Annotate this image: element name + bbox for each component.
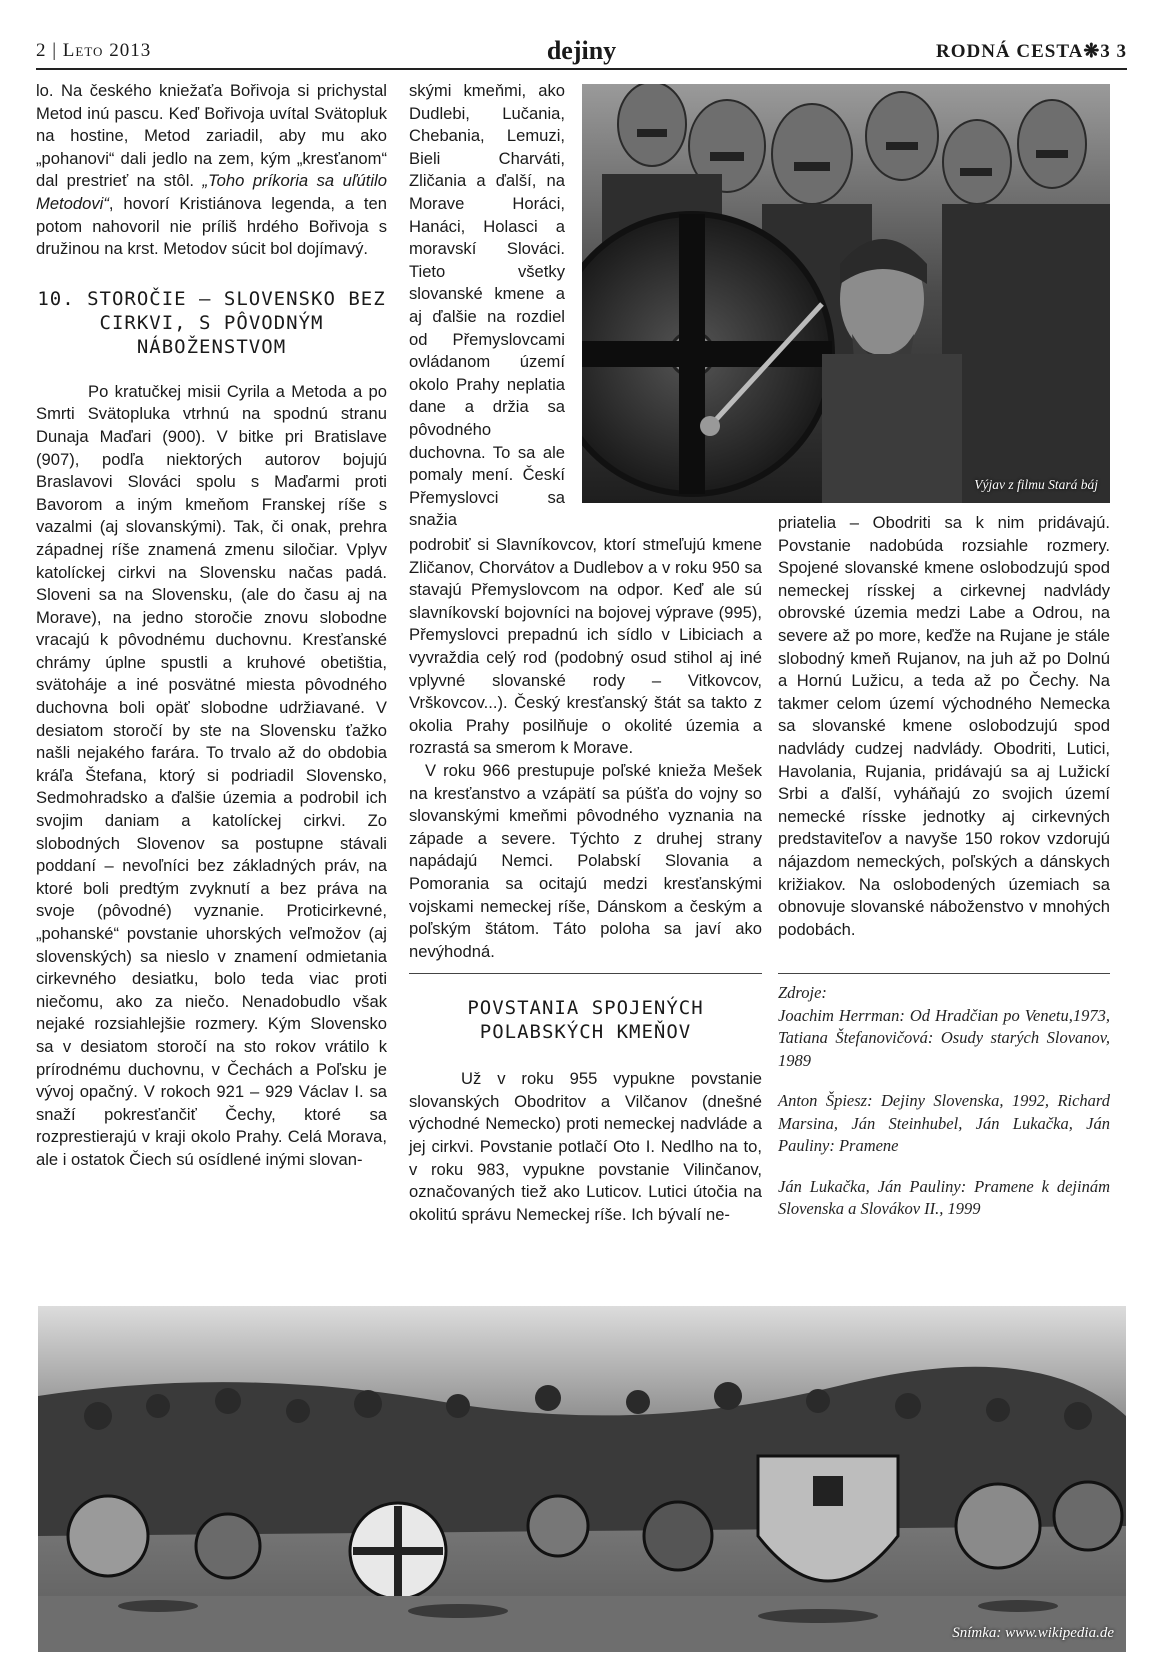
battle-reenactment-photo bbox=[38, 1306, 1126, 1652]
photo-caption: Výjav z filmu Stará báj bbox=[974, 477, 1098, 492]
heading-10th-century: 10. STOROČIE – SLOVENSKO BEZ CIRKVI, S PÔVODNÝM NÁBOŽENSTVOM bbox=[37, 287, 386, 358]
photo-credit: Snímka: www.wikipedia.de bbox=[952, 1625, 1114, 1641]
column-2-wide bbox=[409, 534, 762, 1226]
sources-label: Zdroje: bbox=[778, 983, 827, 1003]
page-number-issue: 2 | Leto 2013 bbox=[36, 40, 152, 61]
column-2-narrow bbox=[409, 80, 565, 532]
source-1: Joachim Herrman: Od Hradčian po Venetu,1973, Tatiana Štefanovičová: Osudy starých Slovanov, 1989 bbox=[778, 1005, 1110, 1070]
column-3 bbox=[778, 512, 1110, 1239]
page-header bbox=[36, 38, 1127, 70]
heading-uprisings: POVSTANIA SPOJENÝCH POLABSKÝCH KMEŇOV bbox=[467, 997, 704, 1044]
uprising-paragraph: Už v roku 955 vypukne povstanie slovanských Obodritov a Vilčanov (dnešné východné Nemecko) proti nemeckej nadvláde a jej cirkvi. Povstanie potlačí Oto I. Nedlho na to, v roku 983, vypukne povstanie Vilinčanov, označovaných tiež ako Luticov. Lutici útočia na okolitú správu Nemeckej ríše. Ich bývalí ne- bbox=[409, 1069, 762, 1224]
body-paragraph: Po kratučkej misii Cyrila a Metoda a po Smrti Svätopluka vtrhnú na spodnú stranu Dunaja Maďari (900). V bitke pri Bratislave (907), podľa niektorých autorov bojujú Braslavovi Slováci spolu s Maďarmi proti Bavorom a iným kmeňom Franskej ríše s vazalmi (aj slovanskými). Tak, či onak, prehra západnej ríše znamená zmenu siločiar. Vplyv katolíckej cirkvi na Slovensku načas padá. Sloveni sa na Slovensku, (ale do času aj na Morave), na jedno storočie znovu slobodne vracajú k pôvodnému duchovnu. Kresťanské chrámy úplne spustli a kruhové obetištia, svätoháje a iné posvätné miesta pôvodného duchovna boli opäť slobodne udržiavané. V desiatom storočí by ste na Slovensku ťažko našli nejakého farára. To trvalo až do obdobia kráľa Štefana, ktorý si podriadil Slovensko, Sedmohradsko a ďalšie územia a podrobil ich svojim daniam a katolíckej cirkvi. Zo slobodných Slovenov sa postupne stávali poddaní – nevoľníci bez základných práv, na ktoré boli predtým zvyknutí a bez práva na svoje (pôvodné) vyznanie. Proticirkevné, „pohanské“ povstanie uhorských veľmožov (aj slovenských) sa nieslo v znamení odmietania cirkevného desiatku, bolo teda viac proti niečomu, ako za niečo. Nenadobudlo však nejaké rozsiahlejšie rozmery. Kým Slovensko sa v desiatom storočí na sto rokov vrátilo k prírodnému duchovnu, v Čechách a Poľsku je vývoj opačný. V rokoch 921 – 929 Václav I. sa snaží pokresťančiť Čechy, ktoré sa rozprestierajú v kraji okolo Prahy. Celá Morava, ale i ostatok Čiech sú osídlené inými slovan- bbox=[36, 381, 387, 1169]
tribes-paragraph: skými kmeňmi, ako Dudlebi, Lučania, Chebania, Lemuzi, Bieli Charváti, Zličania a ďalší, na Morave Horáci, Hanáci, Holasci a moravskí Slováci. Tieto všetky slovanské kmene a aj ďalšie na rozdiel od Přemyslovcami ovládanom území okolo Prahy neplatia dane a držia sa pôvodného duchovna. To sa ale pomaly mení. Českí Přemyslovci sa snažia bbox=[409, 81, 565, 530]
mieszko-paragraph: V roku 966 prestupuje poľské knieža Mešek na kresťanstvo a vzápätí sa púšťa do vojny so slovanskými kmeňmi pôvodného vyznania na západe a severe. Týchto z druhej strany napádajú Nemci. Polabskí Slovania a Pomorania sa ocitajú medzi kresťanskými vojskami nemeckej ríše, Dánskom a českým a poľským štátom. Táto poloha sa javí ako nevýhodná. bbox=[409, 760, 762, 961]
intro-paragraph: lo. Na českého kniežaťa Bořivoja si prichystal Metod inú pascu. Keď Bořivoja uvítal Svätopluk na hostine, Metod zariadil, aby mu ako „pohanovi“ dali jedlo na zem, kým „kresťanom“ dal prestrieť na stôl. „Toho príkoria sa uľútilo Metodovi“, hovorí Kristiánova legenda, a ten potom nahovoril nie príliš hrdého Bořivoja s družinou na krst. Metodov súcit bol dojímavý. bbox=[36, 81, 387, 259]
column-1 bbox=[36, 80, 387, 1172]
source-3: Ján Lukačka, Ján Pauliny: Pramene k dejinám Slovenska a Slovákov II., 1999 bbox=[778, 1176, 1110, 1219]
sources-divider bbox=[778, 973, 1110, 974]
publication-name: RODNÁ CESTA❋3 3 bbox=[935, 41, 1127, 62]
battle-image bbox=[38, 1306, 1126, 1652]
sources-block bbox=[778, 982, 1110, 1221]
film-still-photo bbox=[582, 84, 1110, 503]
column-divider bbox=[409, 973, 762, 974]
legend-quote: „Toho príkoria sa uľútilo Metodovi“ bbox=[36, 171, 387, 213]
source-2: Anton Špiesz: Dejiny Slovenska, 1992, Richard Marsina, Ján Steinhubel, Ján Lukačka, Ján Pauliny: Pramene bbox=[778, 1091, 1110, 1156]
section-title: dejiny bbox=[546, 36, 617, 65]
warriors-image bbox=[582, 84, 1110, 503]
slavnik-paragraph: podrobiť si Slavníkovcov, ktorí stmeľujú kmene Zličanov, Chorvátov a Dudlebov a v roku 950 sa stavajú Přemyslovcom na odpor. Keď ale sú slavníkovskí bojovníci na bojovej výprave (995), Přemyslovci prepadnú ich sídlo v Libiciach a vyvraždia celý rod (podobný osud stihol aj iné vplyvné slovanské rody – Vitkovcov, Vrškovcov...). Český kresťanský štát sa takto z okolia Prahy posilňuje o okolité územia a rozrastá sa smerom k Morave. bbox=[409, 535, 762, 758]
alliance-paragraph: priatelia – Obodriti sa k nim pridávajú. Povstanie nadobúda rozsiahle rozmery. Spojené slovanské kmene oslobodzujú spod nemeckej rísskej a cirkevnej nadvlády obrovské územia medzi Labe a Odrou, na severe až po more, keďže na Rujane je stále slobodný kmeň Rujanov, na juh až po Dolnú a Hornú Lužicu, a teda až po Čechy. Na takmer celom území východného Nemecka sa slovanské kmene oslobodzujú spod nadvlády cudzej nadvlády. Obodriti, Lutici, Havolania, Rujania, pridávajú sa aj Lužickí Srbi a ďalší, vyháňajú zo svojich území nemecké rísske jednotky aj cirkevných predstaviteľov a navyše 150 rokov vzdorujú nájazdom nemeckých, poľských a dánskych križiakov. Na oslobodených územiach sa obnovuje slovanské náboženstvo v mnohých podobách. bbox=[778, 513, 1110, 939]
